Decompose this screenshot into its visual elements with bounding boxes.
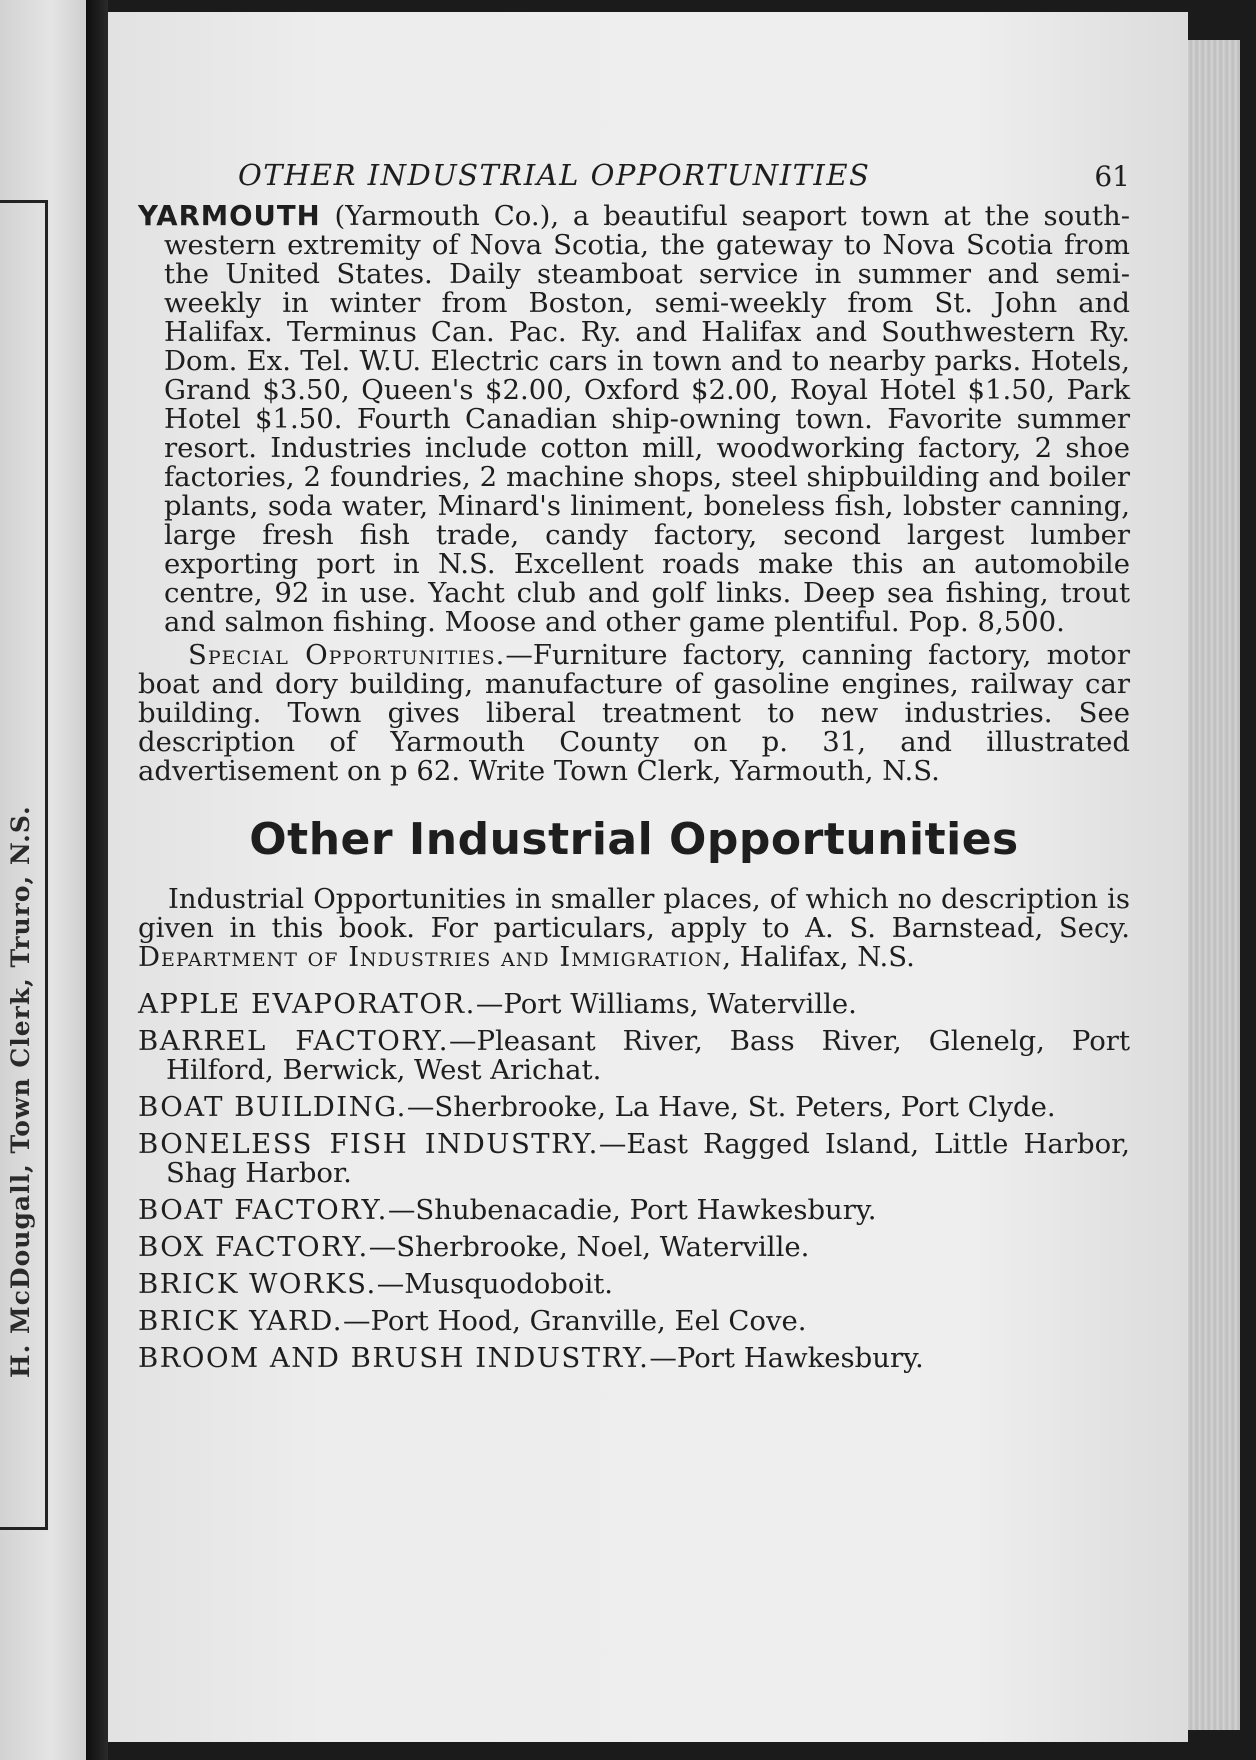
list-item xyxy=(138,1270,1130,1299)
entry-name: BRICK WORKS. xyxy=(138,1268,377,1300)
special-opportunities xyxy=(138,641,1130,786)
intro-dept: Department of Industries and Immigration xyxy=(138,941,723,973)
section-intro xyxy=(138,885,1130,972)
entry-name: BARREL FACTORY. xyxy=(138,1025,449,1057)
special-body: —Furniture factory, canning factory, motor boat and dory building, manufacture of gasoline engines, railway car building. Town gives liberal treatment to new industries. See description of Yarmouth County on p. 31, and illustrated advertisement on p 62. Write Town Clerk, Yarmouth, N.S. xyxy=(138,639,1130,787)
intro-text: Industrial Opportunities in smaller places, of which no description is given in this book. For particulars, apply to A. S. Barnstead, Secy. xyxy=(138,883,1130,944)
entry-name: BROOM AND BRUSH INDUSTRY. xyxy=(138,1342,650,1374)
entry-name: BOAT BUILDING. xyxy=(138,1091,407,1123)
entry-name: BONELESS FISH INDUSTRY. xyxy=(138,1128,599,1160)
list-item xyxy=(138,1233,1130,1262)
special-label: Special Opportunities. xyxy=(188,639,506,671)
list-item xyxy=(138,1027,1130,1085)
list-item xyxy=(138,1130,1130,1188)
list-item xyxy=(138,1093,1130,1122)
yarmouth-name: YARMOUTH xyxy=(138,200,321,232)
spine-ad-text: H. McDougall, Town Clerk, Truro, N.S. xyxy=(6,805,35,1378)
entry-name: APPLE EVAPORATOR. xyxy=(138,988,476,1020)
list-item xyxy=(138,1344,1130,1373)
entry-places: —Sherbrooke, La Have, St. Peters, Port Clyde. xyxy=(406,1091,1056,1123)
entry-places: —Musquodoboit. xyxy=(376,1268,614,1300)
entry-places: —Sherbrooke, Noel, Waterville. xyxy=(368,1231,810,1263)
page-fore-edge xyxy=(1188,40,1240,1730)
list-item xyxy=(138,990,1130,1019)
section-title: Other Industrial Opportunities xyxy=(249,814,1019,865)
entry-name: BOAT FACTORY. xyxy=(138,1194,388,1226)
opportunity-list xyxy=(138,990,1130,1373)
page-header xyxy=(138,152,1130,202)
entry-places: —Pleasant River, Bass River, Glenelg, Port Hilford, Berwick, West Arichat. xyxy=(166,1025,1130,1086)
entry-places: —Port Hawkesbury. xyxy=(649,1342,924,1374)
facing-page-edge xyxy=(0,0,86,1760)
yarmouth-body: (Yarmouth Co.), a beautiful seaport town at the south-western extremity of Nova Scotia, the gateway to Nova Scotia from the United States. Daily steamboat service in summer and semi-weekly in winter from Boston, semi-weekly from St. John and Halifax. Terminus Can. Pac. Ry. and Halifax and Southwestern Ry. Dom. Ex. Tel. W.U. Electric cars in town and to nearby parks. Hotels, Grand $3.50, Queen's $2.00, Oxford $2.00, Royal Hotel $1.50, Park Hotel $1.50. Fourth Canadian ship-owning town. Favorite summer resort. Industries include cotton mill, woodworking factory, 2 shoe factories, 2 foundries, 2 machine shops, steel shipbuilding and boiler plants, soda water, Minard's liniment, boneless fish, lobster canning, large fresh fish trade, candy factory, second largest lumber exporting port in N.S. Excellent roads make this an automobile centre, 92 in use. Yacht club and golf links. Deep sea fishing, trout and salmon fishing. Moose and other game plentiful. Pop. 8,500. xyxy=(164,200,1130,638)
page-content xyxy=(138,152,1130,1381)
spine-ad-box xyxy=(0,200,48,1530)
entry-places: —Shubenacadie, Port Hawkesbury. xyxy=(387,1194,877,1226)
entry-name: BOX FACTORY. xyxy=(138,1231,369,1263)
entry-places: —Port Hood, Granville, Eel Cove. xyxy=(343,1305,807,1337)
yarmouth-entry xyxy=(138,202,1130,637)
entry-places: —East Ragged Island, Little Harbor, Shag Harbor. xyxy=(166,1128,1130,1189)
list-item xyxy=(138,1196,1130,1225)
list-item xyxy=(138,1307,1130,1336)
entry-name: BRICK YARD. xyxy=(138,1305,343,1337)
book-gutter xyxy=(86,0,108,1760)
running-head: OTHER INDUSTRIAL OPPORTUNITIES xyxy=(238,158,871,192)
page-number: 61 xyxy=(1094,160,1130,193)
book-page xyxy=(108,12,1188,1742)
entry-places: —Port Williams, Waterville. xyxy=(475,988,857,1020)
intro-end: , Halifax, N.S. xyxy=(722,941,915,973)
